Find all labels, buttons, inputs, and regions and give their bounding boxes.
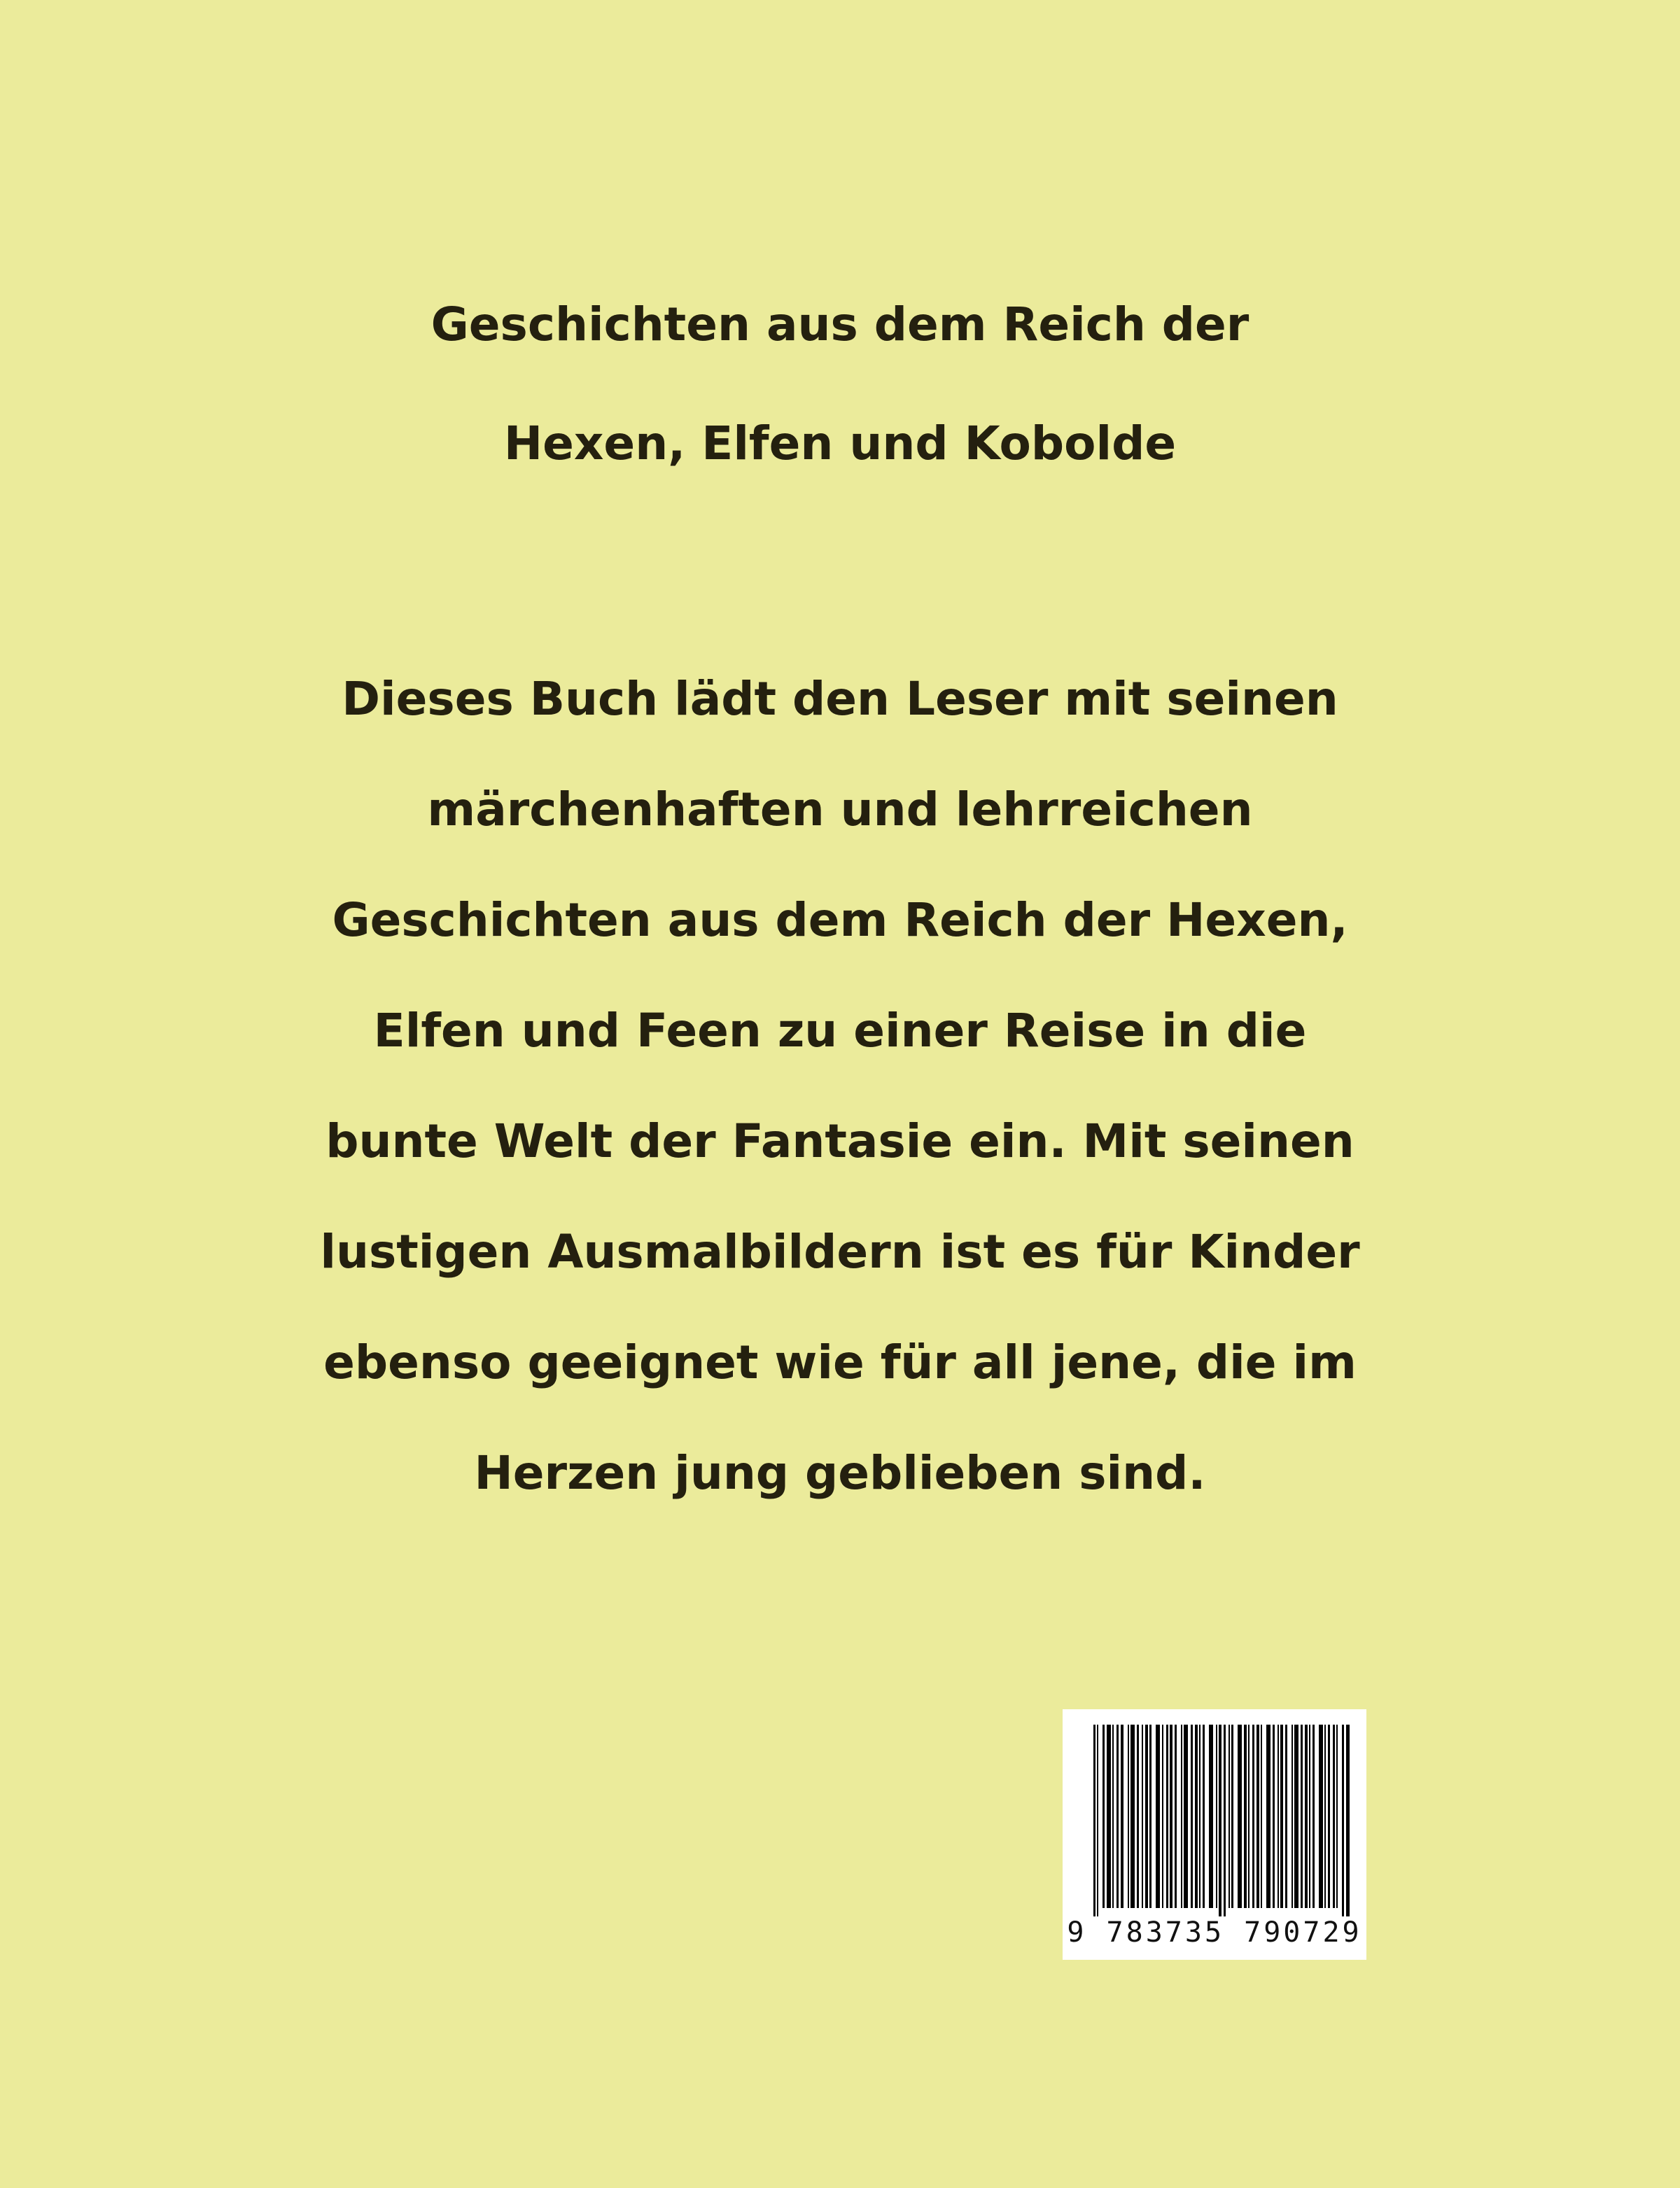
barcode-bar — [1170, 1725, 1172, 1908]
barcode-bar — [1324, 1725, 1326, 1908]
barcode-bar — [1142, 1725, 1143, 1908]
title-line-2: Hexen, Elfen und Kobolde — [503, 416, 1177, 470]
barcode-bar — [1228, 1725, 1230, 1908]
barcode-bar — [1238, 1725, 1242, 1908]
barcode-bar — [1294, 1725, 1298, 1908]
barcode-bar — [1273, 1725, 1275, 1908]
barcode-bar — [1342, 1725, 1344, 1916]
barcode-bar — [1121, 1725, 1124, 1908]
barcode-bar — [1266, 1725, 1270, 1908]
barcode-bar — [1319, 1725, 1323, 1908]
blurb-line: Geschichten aus dem Reich der Hexen, — [332, 893, 1348, 947]
barcode-bar — [1224, 1725, 1226, 1916]
blurb-text — [0, 644, 1680, 1529]
barcode-bar — [1301, 1725, 1303, 1908]
barcode-bar — [1128, 1725, 1129, 1908]
barcode-bar — [1199, 1725, 1200, 1908]
barcode-bars — [1063, 1709, 1366, 1916]
barcode-bar — [1195, 1725, 1198, 1908]
barcode-bar — [1112, 1725, 1114, 1908]
barcode-bar — [1116, 1725, 1119, 1908]
barcode-bar — [1216, 1725, 1217, 1908]
barcode-bar — [1219, 1725, 1222, 1916]
barcode-bar — [1097, 1725, 1098, 1916]
barcode-bar — [1248, 1725, 1250, 1908]
barcode-bar — [1333, 1725, 1335, 1908]
blurb-line: ebenso geeignet wie für all jene, die im — [323, 1335, 1357, 1389]
barcode-bar — [1181, 1725, 1182, 1908]
barcode-bar — [1278, 1725, 1279, 1908]
barcode-bar — [1336, 1725, 1338, 1908]
blurb-line: bunte Welt der Fantasie ein. Mit seinen — [326, 1114, 1354, 1168]
barcode-bar — [1162, 1725, 1163, 1908]
barcode-bar — [1346, 1725, 1350, 1916]
barcode-bar — [1149, 1725, 1152, 1908]
barcode-bar — [1175, 1725, 1177, 1908]
isbn-number: 9 783735 790729 — [1067, 1916, 1362, 1949]
barcode-bar — [1328, 1725, 1330, 1908]
blurb-line: lustigen Ausmalbildern ist es für Kinder — [320, 1225, 1360, 1279]
barcode-bar — [1191, 1725, 1193, 1908]
barcode-bar — [1244, 1725, 1247, 1908]
blurb-line: Elfen und Feen zu einer Reise in die — [373, 1004, 1307, 1058]
barcode-bar — [1280, 1725, 1283, 1908]
barcode-bar — [1107, 1725, 1111, 1908]
barcode-bar — [1203, 1725, 1205, 1908]
blurb-line: Dieses Buch lädt den Leser mit seinen — [342, 672, 1338, 726]
blurb-line: Herzen jung geblieben sind. — [474, 1446, 1206, 1500]
barcode-bar — [1285, 1725, 1287, 1908]
barcode-bar — [1184, 1725, 1188, 1908]
barcode-bar — [1261, 1725, 1262, 1908]
barcode-bar — [1312, 1725, 1315, 1908]
barcode-bar — [1256, 1725, 1259, 1908]
barcode-bar — [1137, 1725, 1139, 1908]
barcode-bar — [1145, 1725, 1148, 1908]
isbn-barcode — [1063, 1709, 1366, 1960]
barcode-bar — [1093, 1725, 1096, 1916]
barcode-bar — [1305, 1725, 1308, 1908]
barcode-bar — [1130, 1725, 1135, 1908]
barcode-bar — [1231, 1725, 1233, 1908]
barcode-bar — [1209, 1725, 1213, 1908]
barcode-bar — [1166, 1725, 1168, 1908]
barcode-bar — [1252, 1725, 1254, 1908]
barcode-bar — [1156, 1725, 1160, 1908]
barcode-bar — [1102, 1725, 1105, 1908]
barcode-bar — [1292, 1725, 1293, 1908]
blurb-line: märchenhaften und lehrreichen — [427, 783, 1253, 836]
barcode-bar — [1309, 1725, 1310, 1908]
title-line-1: Geschichten aus dem Reich der — [430, 297, 1250, 351]
